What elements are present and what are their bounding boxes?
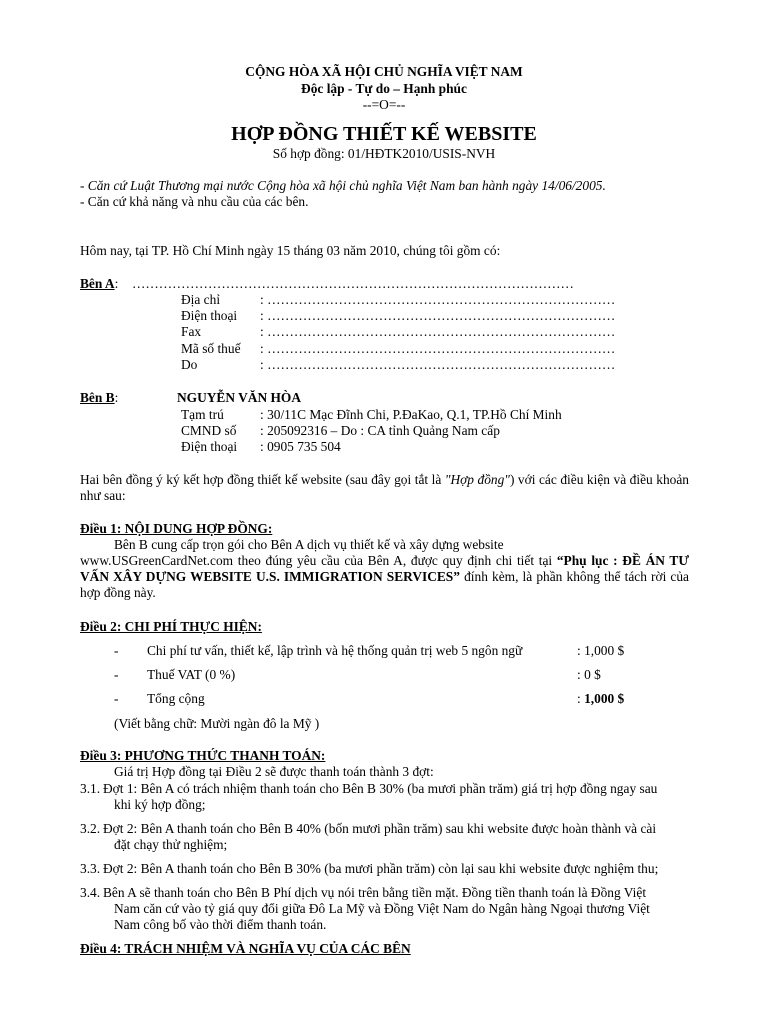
party-a-name-dots: ……………………………………………………………………………………… (132, 276, 574, 291)
total-label: Tổng cộng (147, 691, 205, 706)
payment-item-number: 3.1. (80, 781, 101, 796)
appendix-reference: “Phụ lục : ĐỀ ÁN TƯ VẤN XÂY DỰNG WEBSITE U.S. IMMIGRATION SERVICES” (80, 553, 689, 584)
article-1-heading: Điều 1: NỘI DUNG HỢP ĐỒNG: (80, 521, 273, 536)
party-a-row-value: : …………………………………………………………………… (260, 324, 616, 339)
payment-item-text: Đợt 2: Bên A thanh toán cho Bên B 40% (bốn mươi phần trăm) sau khi website được hoàn thành và cài (103, 821, 657, 836)
payment-item-text: Đợt 2: Bên A thanh toán cho Bên B 30% (ba mươi phần trăm) còn lại sau khi website được nghiệm thu; (103, 861, 659, 876)
party-a-row-value: : …………………………………………………………………… (260, 292, 616, 307)
payment-item-text: Nam căn cứ vào tỷ giá quy đổi giữa Đô La Mỹ và Đồng Việt Nam do Ngân hàng Ngoại thương Việt (114, 901, 650, 916)
party-b-row-label: Điện thoại (181, 439, 238, 454)
total-prefix: : (577, 691, 585, 706)
cost-label: Chi phí tư vấn, thiết kế, lập trình và hệ thống quản trị web 5 ngôn ngữ (147, 643, 523, 658)
separator: --=O=-- (362, 97, 406, 112)
payment-item-number: 3.2. (80, 821, 101, 836)
party-a-row-value: : …………………………………………………………………… (260, 357, 616, 372)
party-a-row-label: Fax (181, 324, 202, 339)
agreement-term: "Hợp đồng" (444, 472, 510, 487)
article-1-text: đính kèm, là phần không thể tách rời của hợp đồng này. (80, 569, 689, 600)
party-a-row-label: Do (181, 357, 198, 372)
party-a-label: Bên A (80, 276, 115, 291)
party-b-row-value: : 205092316 – Do : CA tỉnh Quảng Nam cấp (260, 423, 500, 438)
country-heading: CỘNG HÒA XÃ HỘI CHỦ NGHĨA VIỆT NAM (245, 64, 523, 79)
party-b-row-value: : 0905 735 504 (260, 439, 341, 454)
total-amount: 1,000 $ (584, 691, 625, 706)
article-3-intro: Giá trị Hợp đồng tại Điều 2 sẽ được thanh toán thành 3 đợt: (114, 764, 434, 779)
agreement-text: Hai bên đồng ý ký kết hợp đồng thiết kế website (sau đây gọi tắt là (80, 472, 445, 487)
party-a-row-label: Mã số thuế (181, 341, 241, 356)
party-a-heading (80, 276, 118, 292)
basis-line-1: - Căn cứ Luật Thương mại nước Cộng hòa xã hội chủ nghĩa Việt Nam ban hành ngày 14/06/2005. (80, 178, 606, 193)
article-4-heading: Điều 4: TRÁCH NHIỆM VÀ NGHĨA VỤ CỦA CÁC BÊN (80, 941, 411, 956)
party-b-colon: : (114, 390, 119, 405)
agreement-paragraph (80, 472, 689, 504)
party-a-row-value: : …………………………………………………………………… (260, 308, 616, 323)
article-1-text: www.USGreenCardNet.com theo đúng yêu cầu của Bên A, được quy định chi tiết tại (80, 553, 557, 568)
payment-item-text: Đợt 1: Bên A có trách nhiệm thanh toán cho Bên B 30% (ba mươi phần trăm) giá trị hợp đồng ngay sau (103, 781, 658, 796)
amount-in-words: (Viết bằng chữ: Mười ngàn đô la Mỹ ) (114, 716, 320, 731)
payment-item-text: Nam công bố vào thời điểm thanh toán. (114, 917, 327, 932)
party-a-row-label: Địa chỉ (181, 292, 221, 307)
document-title: HỢP ĐỒNG THIẾT KẾ WEBSITE (231, 123, 537, 145)
cost-dash: - (114, 691, 119, 706)
payment-item-number: 3.3. (80, 861, 101, 876)
party-b-name: NGUYỄN VĂN HÒA (177, 390, 301, 405)
party-a-colon: : (114, 276, 119, 291)
payment-item-text: đặt chạy thử nghiệm; (114, 837, 228, 852)
cost-value: : 1,000 $ (577, 643, 625, 658)
party-b-row-value: : 30/11C Mạc Đĩnh Chi, P.ĐaKao, Q.1, TP.Hồ Chí Minh (260, 407, 562, 422)
contract-number: Số hợp đồng: 01/HĐTK2010/USIS-NVH (272, 146, 496, 161)
agreement-text: ) với các điều kiện và điều khoản như sau: (80, 472, 689, 503)
payment-item-text: Bên A sẽ thanh toán cho Bên B Phí dịch vụ nói trên bằng tiền mặt. Đồng tiền thanh toán là Đồng Việt (103, 885, 647, 900)
article-1-paragraph (80, 553, 689, 601)
party-b-row-label: CMND số (181, 423, 237, 438)
basis-line-2: - Căn cứ khả năng và nhu cầu của các bên. (80, 194, 309, 209)
party-b-label: Bên B (80, 390, 115, 405)
payment-item-number: 3.4. (80, 885, 101, 900)
party-b-row-label: Tạm trú (181, 407, 224, 422)
cost-label: Thuế VAT (0 %) (147, 667, 236, 682)
article-1-line: Bên B cung cấp trọn gói cho Bên A dịch vụ thiết kế và xây dựng website (114, 537, 504, 552)
party-a-row-label: Điện thoại (181, 308, 238, 323)
cost-dash: - (114, 643, 119, 658)
party-b-heading (80, 390, 118, 406)
total-value (577, 691, 624, 707)
party-a-row-value: : …………………………………………………………………… (260, 341, 616, 356)
article-2-heading: Điều 2: CHI PHÍ THỰC HIỆN: (80, 619, 262, 634)
motto: Độc lập - Tự do – Hạnh phúc (301, 81, 467, 96)
intro-line: Hôm nay, tại TP. Hồ Chí Minh ngày 15 tháng 03 năm 2010, chúng tôi gồm có: (80, 243, 501, 258)
cost-value: : 0 $ (577, 667, 601, 682)
article-3-heading: Điều 3: PHƯƠNG THỨC THANH TOÁN: (80, 748, 326, 763)
cost-dash: - (114, 667, 119, 682)
payment-item-text: khi ký hợp đồng; (114, 797, 206, 812)
